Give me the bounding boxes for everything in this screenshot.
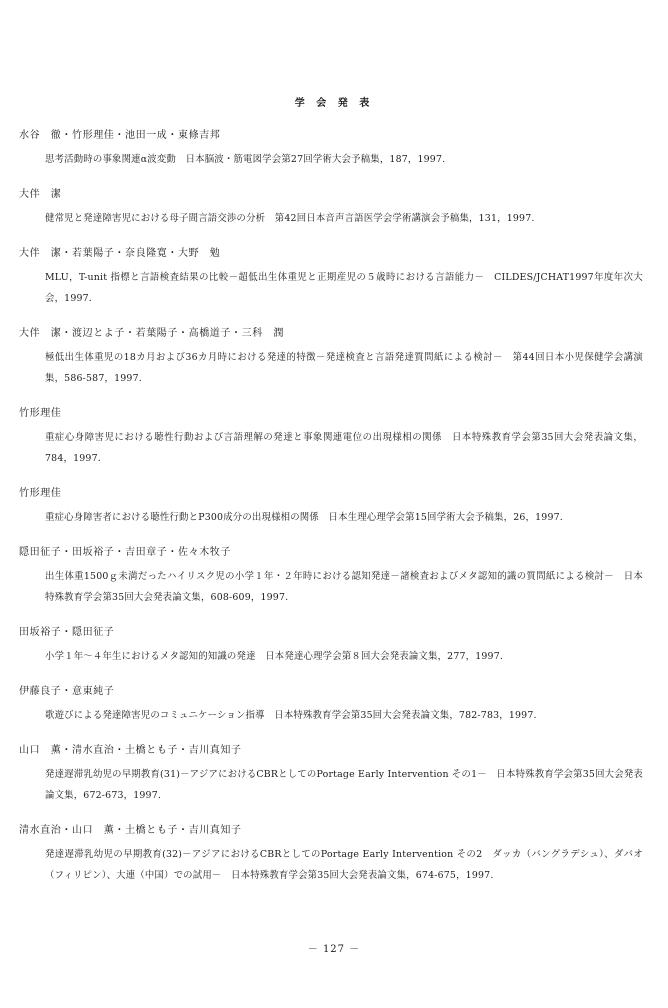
list-item	[19, 824, 643, 886]
list-item	[19, 327, 643, 389]
entry-citation: 健常児と発達障害児における母子間言語交渉の分析 第42回日本音声言語医学会学術講演会予稿集，131，1997.	[45, 213, 535, 224]
entry-citation: 極低出生体重児の18カ月および36カ月時における発達的特徴－発達検査と言語発達質問紙による検討－ 第44回日本小児保健学会講演集，586-587，1997.	[45, 352, 643, 384]
entry-authors: 竹形理佳	[19, 488, 62, 499]
list-item	[19, 129, 643, 170]
entry-citation: 出生体重1500ｇ未満だったハイリスク児の小学１年・２年時における認知発達－諸検査およびメタ認知的識の質問紙による検討－ 日本特殊教育学会第35回大会発表論文集，608-609，1997.	[45, 571, 643, 603]
entry-authors: 大伴 潔	[19, 189, 62, 200]
list-item	[19, 407, 643, 469]
entry-citation: 思考活動時の事象関連α波変動 日本脳波・筋電図学会第27回学術大会予稿集，187，1997.	[45, 154, 446, 165]
entry-authors: 隠田征子・田坂裕子・吉田章子・佐々木牧子	[19, 547, 231, 558]
list-item	[19, 247, 643, 309]
entry-authors: 田坂裕子・隠田征子	[19, 627, 115, 638]
page-heading: 学 会 発 表	[294, 98, 374, 109]
list-item	[19, 546, 643, 608]
list-item	[19, 685, 643, 726]
entry-authors: 山口 薫・清水直治・土橋とも子・吉川真知子	[19, 745, 242, 756]
entry-citation: 歌遊びによる発達障害児のコミュニケーション指導 日本特殊教育学会第35回大会発表論文集，782-783，1997.	[45, 710, 537, 721]
entry-citation: 発達遅滞乳幼児の早期教育(31)－アジアにおけるCBRとしてのPortage Early Intervention その1－ 日本特殊教育学会第35回大会発表論文集，672-673，1997.	[45, 769, 643, 801]
entry-citation: 重症心身障害者における聴性行動とP300成分の出現様相の関係 日本生理心理学会第15回学術大会予稿集，26，1997.	[45, 512, 563, 523]
page-number: － 127 －	[307, 944, 361, 955]
list-item	[19, 487, 643, 528]
entry-authors: 大伴 潔・渡辺とよ子・若葉陽子・高橋道子・三科 潤	[19, 328, 284, 339]
entry-authors: 清水直治・山口 薫・土橋とも子・吉川真知子	[19, 825, 242, 836]
list-item	[19, 188, 643, 229]
entry-authors: 水谷 徹・竹形理佳・池田一成・東條吉邦	[19, 130, 221, 141]
presentation-list	[19, 129, 643, 904]
list-item	[19, 744, 643, 806]
entry-citation: 小学１年～４年生におけるメタ認知的知識の発達 日本発達心理学会第８回大会発表論文集，277，1997.	[45, 651, 504, 662]
entry-authors: 伊藤良子・意東純子	[19, 686, 115, 697]
entry-citation: 重症心身障害児における聴性行動および言語理解の発達と事象関連電位の出現様相の関係 日本特殊教育学会第35回大会発表論文集，784，1997.	[45, 432, 643, 464]
entry-authors: 竹形理佳	[19, 408, 62, 419]
entry-authors: 大伴 潔・若葉陽子・奈良隆寛・大野 勉	[19, 248, 221, 259]
list-item	[19, 626, 643, 667]
entry-citation: MLU，T-unit 指標と言語検査結果の比較－超低出生体重児と正期産児の５歳時における言語能力－ CILDES/JCHAT1997年度年次大会，1997.	[45, 272, 643, 304]
entry-citation: 発達遅滞乳幼児の早期教育(32)－アジアにおけるCBRとしてのPortage Early Intervention その2 ダッカ（バングラデシュ）、ダバオ（フィリピン）、大連（中国）での試用－ 日本特殊教育学会第35回大会発表論文集，674-675，1997.	[45, 849, 643, 881]
